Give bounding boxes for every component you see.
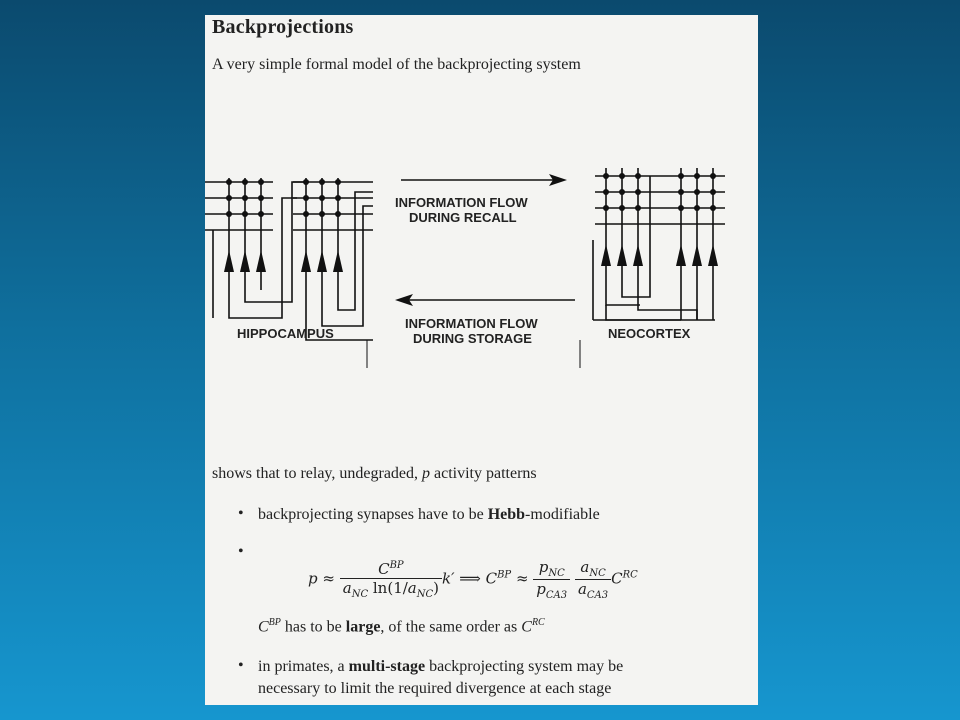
bullet-2-continuation bbox=[258, 612, 545, 638]
bullet-1 bbox=[258, 504, 600, 526]
b2-bold: large bbox=[345, 618, 381, 636]
eq-den-a2: a bbox=[407, 578, 417, 597]
bullet-3-bold: multi-stage bbox=[348, 658, 426, 675]
eq-den-a: a bbox=[342, 578, 352, 597]
b2-mid1: has to be bbox=[280, 618, 346, 636]
slide-page bbox=[205, 15, 758, 705]
bullet-1-bold: Hebb bbox=[487, 506, 526, 523]
bullet-3-post: backprojecting system may be bbox=[425, 658, 624, 675]
intro-sentence bbox=[212, 465, 537, 483]
bullet-3-pre: in primates, a bbox=[258, 658, 349, 675]
eq-RC: RC bbox=[622, 569, 638, 581]
equation bbox=[308, 558, 638, 601]
eq-fraction-3 bbox=[575, 558, 611, 601]
hippocampus-left-network bbox=[205, 178, 309, 318]
eq-den-NC2: NC bbox=[416, 588, 434, 600]
b2-RC: RC bbox=[531, 617, 545, 628]
eq-k: k′ bbox=[442, 569, 455, 588]
eq-fraction-2 bbox=[533, 558, 570, 601]
eq-pNC: p bbox=[538, 558, 549, 576]
eq-den-NC: NC bbox=[351, 588, 369, 600]
storage-label-line2: DURING STORAGE bbox=[413, 331, 532, 346]
neocortex-label: NEOCORTEX bbox=[608, 326, 691, 341]
eq-den-ln: ln(1/ bbox=[368, 578, 408, 597]
bullet-1-post: -modifiable bbox=[525, 506, 600, 523]
neocortex-left-network bbox=[595, 168, 665, 305]
b2-C2: C bbox=[521, 618, 532, 636]
bullet-dot-3: • bbox=[238, 657, 244, 674]
eq-implies: ⟹ bbox=[459, 569, 481, 588]
eq-BP2: BP bbox=[497, 569, 512, 581]
backprojection-diagram bbox=[205, 150, 758, 390]
bullet-dot-2: • bbox=[238, 543, 244, 560]
eq-aCA3: a bbox=[577, 580, 587, 598]
b2-BP: BP bbox=[268, 617, 281, 628]
eq-fraction-1 bbox=[340, 560, 442, 600]
eq-approx2: ≈ bbox=[515, 569, 529, 588]
hippocampus-right-network bbox=[213, 178, 373, 340]
eq-p: p bbox=[308, 569, 318, 588]
eq-aCA3-sub: CA3 bbox=[586, 590, 609, 601]
recall-label-line1: INFORMATION FLOW bbox=[395, 195, 528, 210]
neocortex-right-network bbox=[593, 168, 725, 320]
intro-pre: shows that to relay, undegraded, bbox=[212, 465, 423, 482]
eq-C3: C bbox=[611, 569, 623, 588]
storage-label-line1: INFORMATION FLOW bbox=[405, 316, 538, 331]
intro-var: p bbox=[422, 465, 431, 482]
eq-aNC-sub: NC bbox=[589, 568, 606, 579]
eq-C: C bbox=[378, 559, 390, 578]
hippocampus-label: HIPPOCAMPUS bbox=[237, 326, 334, 341]
eq-den-close: ) bbox=[433, 578, 440, 597]
eq-pCA3: p bbox=[536, 580, 546, 598]
bullet-dot-1: • bbox=[238, 505, 244, 522]
bullet-1-pre: backprojecting synapses have to be bbox=[258, 506, 488, 523]
page-title: Backprojections bbox=[212, 16, 354, 38]
eq-C2: C bbox=[485, 569, 498, 588]
b2-mid2: , of the same order as bbox=[380, 618, 522, 636]
subtitle: A very simple formal model of the backprojecting system bbox=[212, 56, 581, 73]
eq-BP: BP bbox=[389, 559, 404, 571]
bullet-3-line2: necessary to limit the required divergence at each stage bbox=[258, 680, 612, 697]
eq-pNC-sub: NC bbox=[548, 568, 565, 579]
eq-pCA3-sub: CA3 bbox=[545, 590, 568, 601]
eq-approx: ≈ bbox=[322, 569, 335, 588]
eq-aNC: a bbox=[580, 558, 590, 576]
intro-post: activity patterns bbox=[430, 465, 537, 482]
recall-label-line2: DURING RECALL bbox=[409, 210, 517, 225]
bullet-3 bbox=[258, 656, 623, 700]
b2-C: C bbox=[258, 618, 269, 636]
